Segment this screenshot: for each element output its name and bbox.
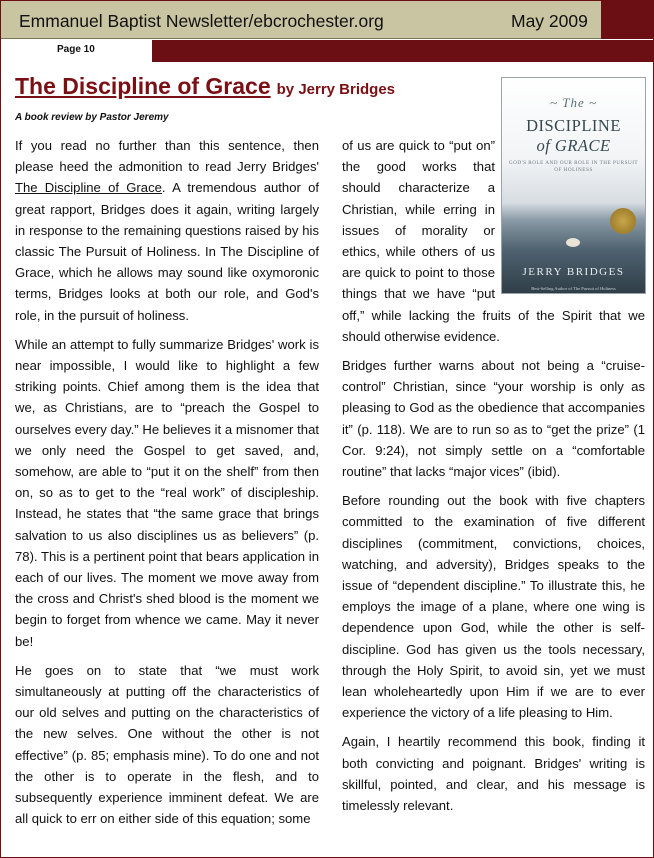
- award-seal-icon: [610, 208, 636, 234]
- paragraph-1: If you read no further than this sentence, then please heed the admonition to read Jerry Bridges' The Discipline of Grace. A tremendous author of great rapport, Bridges does it again, writing largely in response to the remaining questions raised by his classic The Pursuit of Holiness. In The Discipline of Grace, which he allows may sound like oxymoronic terms, Bridges looks at both our role, and God's role, in the pursuit of holiness.: [15, 138, 319, 323]
- paragraph-5: Before rounding out the book with five chapters committed to the examination of five different disciplines (commitment, convictions, choices, watching, and adversity), Bridges speaks to the issue of “dependent discipline.” To illustrate this, he employs the image of a plane, where one wing is dependence upon God, while the other is self-discipline. God has given us the tools necessary, through the Holy Spirit, to avoid sin, yet we must lean wholeheartedly upon Him if we are to ever experience the victory of a life pleasing to Him.: [342, 493, 645, 721]
- sheep-icon: [566, 238, 580, 247]
- header-corner-block: [601, 1, 654, 39]
- right-column: [342, 95, 645, 824]
- book-cover-image: [501, 77, 646, 294]
- paragraph-3-continued: of us are quick to “put on” the good works that should characterize a Christian, while erring in issues of morality or ethics, while others of us are quick to point to those things that we have “put off,” while lacking the fruits of the Spirit that we should otherwise evidence.: [342, 138, 645, 344]
- paragraph-4: Bridges further warns about not being a “cruise-control” Christian, since “your worship is only as pleasing to God as the obedience that accompanies it” (p. 118). We are to run so as to “get the prize” (1 Cor. 9:24), not simply settle on a “comfortable routine” that lacks “major vices” (ibid).: [342, 358, 645, 480]
- book-cover-author: JERRY BRIDGES: [522, 266, 625, 278]
- article-byline: A book review by Pastor Jeremy: [15, 112, 169, 123]
- header-bar: [1, 1, 601, 39]
- book-cover-the: ~ The ~: [549, 95, 598, 110]
- article-title: [15, 73, 395, 100]
- newsletter-title: Emmanuel Baptist Newsletter/ebcrochester.org: [19, 11, 384, 31]
- book-author-heading: by Jerry Bridges: [276, 81, 396, 98]
- page-number: Page 10: [57, 44, 95, 55]
- issue-date: May 2009: [511, 11, 588, 31]
- book-title-heading: The Discipline of Grace: [15, 73, 271, 99]
- book-cover-tagline: Best-Selling Author of The Pursuit of Holiness: [531, 286, 616, 291]
- book-cover-title: DISCIPLINE of GRACE: [526, 116, 621, 155]
- paragraph-2: While an attempt to fully summarize Bridges' work is near impossible, I would like to highlight a few striking points. Chief among them is the idea that we, as Christians, are to “preach the Gospel to ourselves every day.” He believes it a misnomer that we only need the Gospel to get saved, and, somehow, are able to “put it on the shelf” from then on, so as to get to the “real work” of discipleship. Instead, he states that “the same grace that brings salvation to us also disciplines us as believers” (p. 78). This is a pertinent point that bears application in each of our lives. The moment we move away from the cross and Christ's shed blood is the moment we begin to forget from whence we came. May it never be!: [15, 336, 319, 649]
- book-title-reference: The Discipline of Grace: [15, 180, 162, 196]
- paragraph-3: He goes on to state that “we must work simultaneously at putting off the characteristics of our old selves and putting on the characteristics of the new selves. One without the other is not effective” (p. 85; emphasis mine). To do one and not the other is to operate in the flesh, and to subsequently experience imminent defeat. We are all quick to err on either side of this equation; some: [15, 662, 319, 827]
- left-column: [15, 135, 319, 838]
- book-cover-subtitle: GOD'S ROLE AND OUR ROLE IN THE PURSUIT OF HOLINESS: [508, 160, 639, 173]
- page-number-box: [1, 40, 153, 62]
- paragraph-6: Again, I heartily recommend this book, finding it both convicting and poignant. Bridges' writing is skillful, pointed, and clear, and his message is timelessly relevant.: [342, 734, 645, 814]
